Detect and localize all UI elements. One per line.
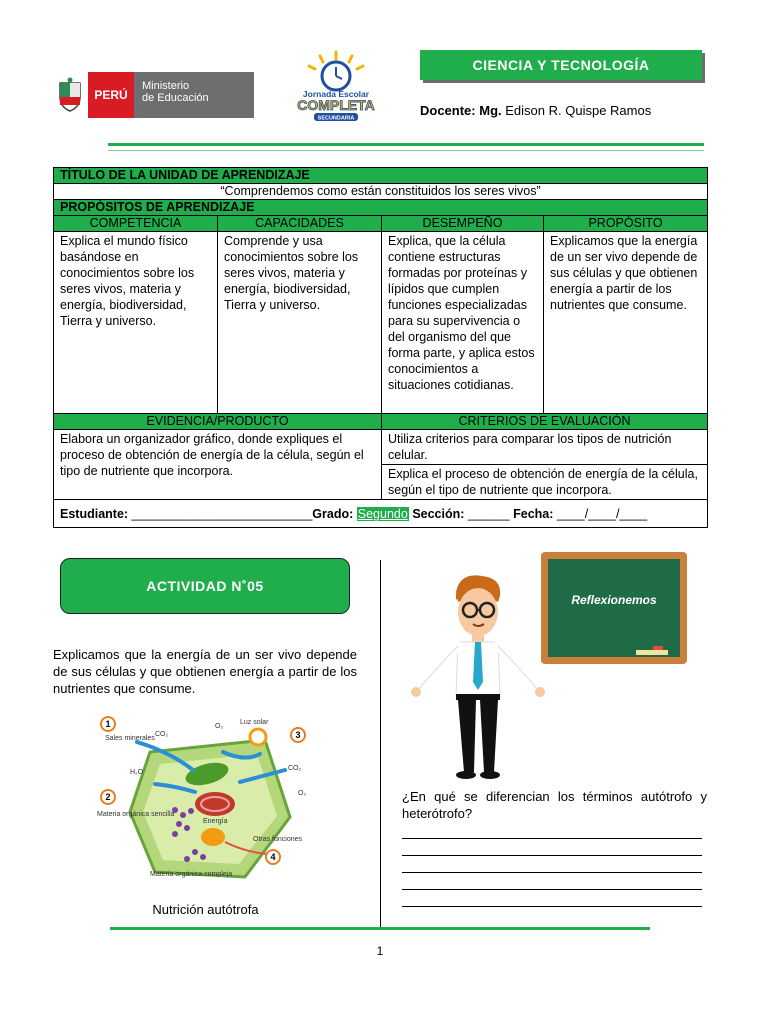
col-competencia: COMPETENCIA bbox=[54, 216, 218, 232]
col-proposito: PROPÓSITO bbox=[544, 216, 708, 232]
teacher-label: Docente: bbox=[420, 103, 476, 118]
label-otras: Otras funciones bbox=[253, 836, 303, 843]
criteria-header: CRITERIOS DE EVALUACIÓN bbox=[382, 414, 708, 430]
diagram-num-1: 1 bbox=[105, 719, 111, 729]
student-label: Estudiante: bbox=[60, 507, 129, 521]
purposes-header: PROPÓSITOS DE APRENDIZAJE bbox=[54, 200, 708, 216]
criterion-2: Explica el proceso de obtención de energía de la célula, según el tipo de nutriente que incorpora. bbox=[382, 465, 708, 500]
minedu-logo bbox=[52, 72, 254, 118]
learning-unit-table bbox=[53, 167, 708, 528]
activity-banner: ACTIVIDAD N˚05 bbox=[60, 558, 350, 614]
header-divider bbox=[108, 143, 704, 146]
cell-desempeno: Explica, que la célula contiene estructuras formadas por proteínas y lípidos que cumplen funciones especializadas para su supervivencia o del organismo del que forma parte, y aplica estos conocimientos a situaciones cotidianas. bbox=[382, 232, 544, 414]
column-divider bbox=[380, 560, 381, 928]
criterion-1: Utiliza criterios para comparar los tipos de nutrición celular. bbox=[382, 430, 708, 465]
answer-line[interactable] bbox=[402, 889, 702, 890]
label-materia-compleja: Materia orgánica compleja bbox=[150, 871, 233, 878]
answer-line[interactable] bbox=[402, 855, 702, 856]
diagram-caption: Nutrición autótrofa bbox=[152, 902, 259, 917]
diagram-num-3: 3 bbox=[295, 730, 301, 740]
col-capacidades: CAPACIDADES bbox=[218, 216, 382, 232]
teacher-title: Mg. bbox=[479, 103, 502, 118]
label-o2-top: O₂ bbox=[215, 723, 224, 730]
chalkboard bbox=[541, 552, 687, 664]
date-label: Fecha: bbox=[513, 507, 554, 521]
label-h2o: H₂O bbox=[130, 769, 144, 776]
footer-divider bbox=[110, 927, 650, 930]
jec-line2: COMPLETA bbox=[297, 97, 375, 113]
label-luz: Luz solar bbox=[240, 719, 269, 726]
teacher-name: Edison R. Quispe Ramos bbox=[505, 103, 652, 118]
ministry-line2: de Educación bbox=[142, 92, 209, 104]
student-blank[interactable]: __________________________ bbox=[131, 507, 313, 521]
evidence-text: Elabora un organizador gráfico, donde expliques el proceso de obtención de energía de la célula, según el tipo de nutriente que incorpora. bbox=[54, 430, 382, 500]
teacher-illustration bbox=[410, 572, 545, 782]
label-sales: Sales minerales bbox=[105, 735, 155, 742]
jec-line1: Jornada Escolar bbox=[302, 89, 370, 99]
autotrophic-nutrition-diagram bbox=[95, 712, 320, 892]
date-blank[interactable]: ____/____/____ bbox=[556, 507, 648, 521]
unit-title: “Comprendemos como están constituidos los seres vivos” bbox=[54, 184, 708, 200]
grade-value: Segundo bbox=[357, 507, 408, 521]
cell-proposito: Explicamos que la energía de un ser vivo depende de sus células y que obtienen energía a partir de los nutrientes que consume. bbox=[544, 232, 708, 414]
reflection-question: ¿En qué se diferencian los términos autótrofo y heterótrofo? bbox=[402, 789, 707, 821]
answer-line[interactable] bbox=[402, 838, 702, 839]
grade-label: Grado: bbox=[312, 507, 354, 521]
label-materia-simple: Materia orgánica sencilla bbox=[97, 811, 175, 818]
label-co2-top: CO₂ bbox=[155, 731, 169, 738]
unit-title-header: TÍTULO DE LA UNIDAD DE APRENDIZAJE bbox=[54, 168, 708, 184]
page-number: 1 bbox=[376, 944, 384, 958]
section-label: Sección: bbox=[412, 507, 465, 521]
jec-line3: SECUNDARIA bbox=[317, 115, 355, 122]
section-blank[interactable]: ______ bbox=[467, 507, 510, 521]
student-info-row bbox=[54, 500, 708, 528]
board-text: Reflexionemos bbox=[571, 593, 657, 607]
course-banner: CIENCIA Y TECNOLOGÍA bbox=[420, 50, 702, 80]
teacher-line bbox=[420, 103, 651, 118]
label-o2-right: O₂ bbox=[298, 790, 307, 797]
activity-intro: Explicamos que la energía de un ser vivo depende de sus células y que obtienen energía a partir de los nutrientes que consume. bbox=[53, 647, 357, 696]
diagram-num-4: 4 bbox=[270, 852, 276, 862]
evidence-header: EVIDENCIA/PRODUCTO bbox=[54, 414, 382, 430]
cell-competencia: Explica el mundo físico basándose en conocimientos sobre los seres vivos, materia y energía, biodiversidad, Tierra y universo. bbox=[54, 232, 218, 414]
header-divider-thin bbox=[108, 150, 704, 151]
label-energia: Energía bbox=[203, 818, 228, 825]
peru-shield-icon bbox=[52, 72, 88, 118]
label-co2-right: CO₂ bbox=[288, 765, 302, 772]
ministry-label bbox=[134, 72, 254, 118]
diagram-num-2: 2 bbox=[105, 792, 111, 802]
peru-label: PERÚ bbox=[88, 72, 134, 118]
jec-logo bbox=[286, 50, 386, 126]
ministry-line1: Ministerio bbox=[142, 80, 190, 92]
cell-capacidades: Comprende y usa conocimientos sobre los seres vivos, materia y energía, biodiversidad, Tierra y universo. bbox=[218, 232, 382, 414]
answer-line[interactable] bbox=[402, 906, 702, 907]
answer-line[interactable] bbox=[402, 872, 702, 873]
col-desempeno: DESEMPEÑO bbox=[382, 216, 544, 232]
